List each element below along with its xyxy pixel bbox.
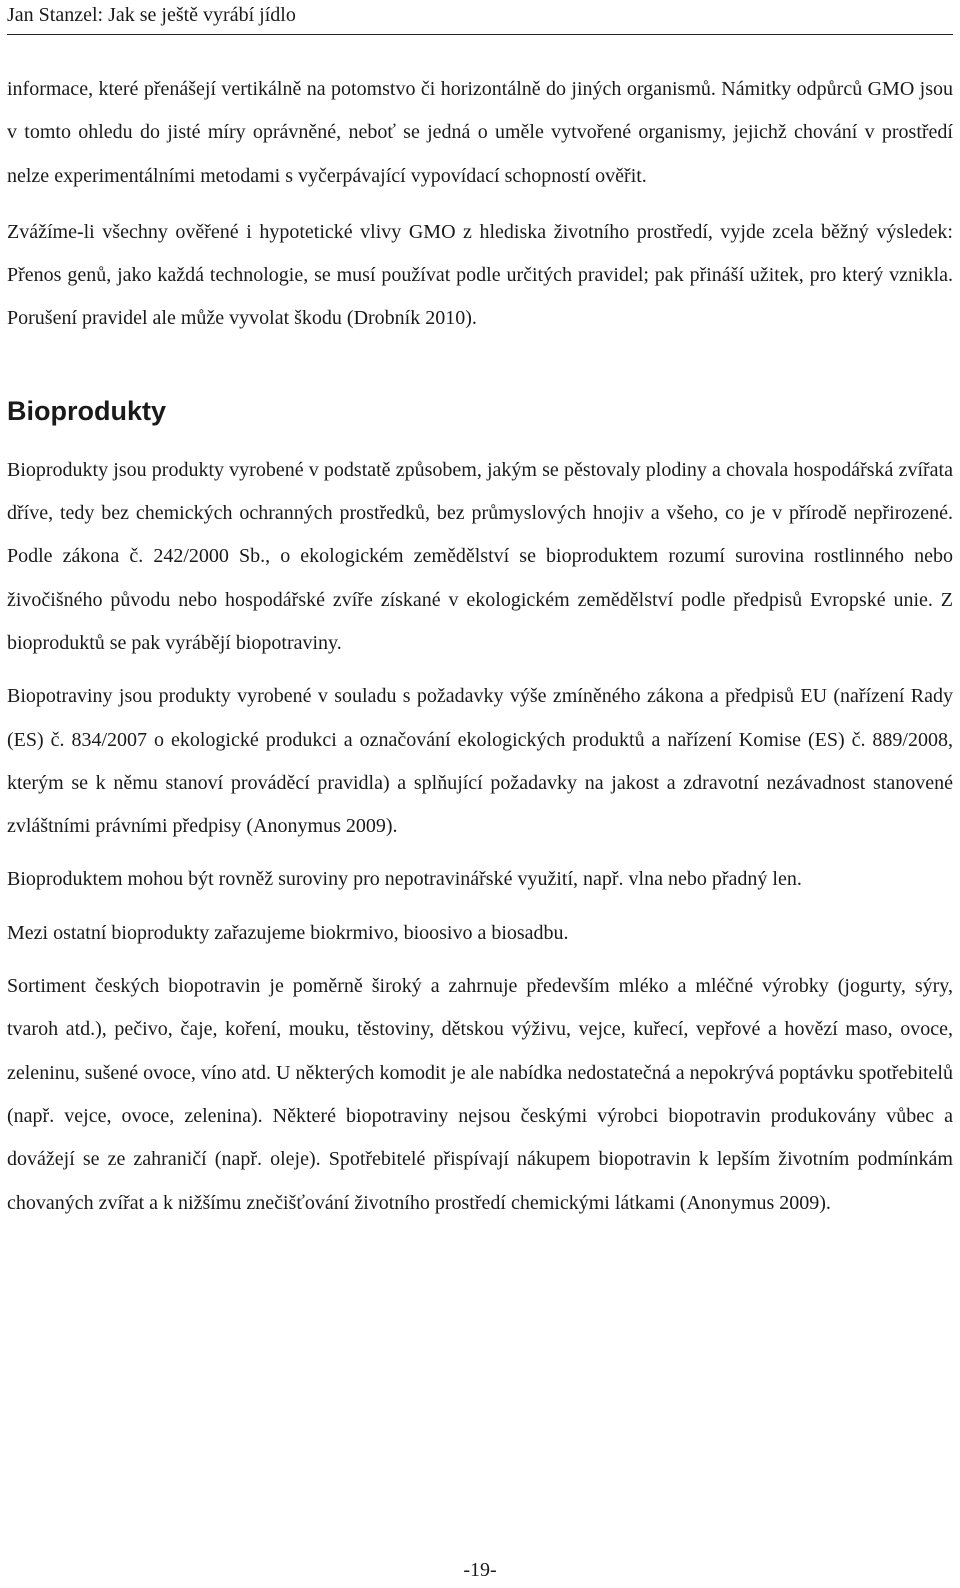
paragraph-other-bioproducts: Mezi ostatní bioprodukty zařazujeme biokrmivo, bioosivo a biosadbu. — [7, 921, 569, 944]
paragraph-gmo-objections: informace, které přenášejí vertikálně na potomstvo či horizontálně do jiných organismů. Námitky odpůrců GMO jsou v tomto ohledu do jisté míry oprávněné, neboť se jedná o uměle vytvořené organismy, jejichž chování v prostředí nelze experimentálními metodami s vyčerpávající vypovídací schopností ověřit. — [7, 78, 953, 187]
section-heading-bioprodukty: Bioprodukty — [7, 395, 166, 426]
paragraph-gmo-summary: Zvážíme-li všechny ověřené i hypotetické vlivy GMO z hlediska životního prostředí, vyjde zcela běžný výsledek: Přenos genů, jako každá technologie, se musí používat podle určitých pravidel; pak přináší užitek, pro který vznikla. Porušení pravidel ale může vyvolat škodu (Drobník 2010). — [7, 220, 953, 330]
running-header — [7, 0, 953, 35]
page-body — [7, 68, 953, 1225]
page-number: -19- — [463, 1559, 497, 1581]
paragraph-nonfood-bioproducts: Bioproduktem mohou být rovněž suroviny pro nepotravinářské využití, např. vlna nebo přadný len. — [7, 868, 802, 891]
header-title: Jan Stanzel: Jak se ještě vyrábí jídlo — [7, 4, 296, 26]
paragraph-biopotraviny-definition: Biopotraviny jsou produkty vyrobené v souladu s požadavky výše zmíněného zákona a předpisů EU (nařízení Rady (ES) č. 834/2007 o ekologické produkci a označování ekologických produktů a nařízení Komise (ES) č. 889/2008, kterým se k němu stanoví prováděcí pravidla) a splňující požadavky na jakost a zdravotní nezávadnost stanovené zvláštními právními předpisy (Anonymus 2009). — [7, 685, 953, 838]
paragraph-bioprodukty-definition: Bioprodukty jsou produkty vyrobené v podstatě způsobem, jakým se pěstovaly plodiny a chovala hospodářská zvířata dříve, tedy bez chemických ochranných prostředků, bez průmyslových hnojiv a všeho, co je v přírodě nepřirozené. Podle zákona č. 242/2000 Sb., o ekologickém zemědělství se bioproduktem rozumí surovina rostlinného nebo živočišného původu nebo hospodářské zvíře získané v ekologickém zemědělství podle předpisů Evropské unie. Z bioproduktů se pak vyrábějí biopotraviny. — [7, 458, 953, 654]
paragraph-czech-assortment: Sortiment českých biopotravin je poměrně široký a zahrnuje především mléko a mléčné výrobky (jogurty, sýry, tvaroh atd.), pečivo, čaje, koření, mouku, těstoviny, dětskou výživu, vejce, kuřecí, vepřové a hovězí maso, ovoce, zeleninu, sušené ovoce, víno atd. U některých komodit je ale nabídka nedostatečná a nepokrývá poptávku spotřebitelů (např. vejce, ovoce, zelenina). Některé biopotraviny nejsou českými výrobci biopotravin produkovány vůbec a dovážejí se ze zahraničí (např. oleje). Spotřebitelé přispívají nákupem biopotravin k lepším životním podmínkám chovaných zvířat a k nižšímu znečišťování životního prostředí chemickými látkami (Anonymus 2009). — [7, 975, 953, 1214]
